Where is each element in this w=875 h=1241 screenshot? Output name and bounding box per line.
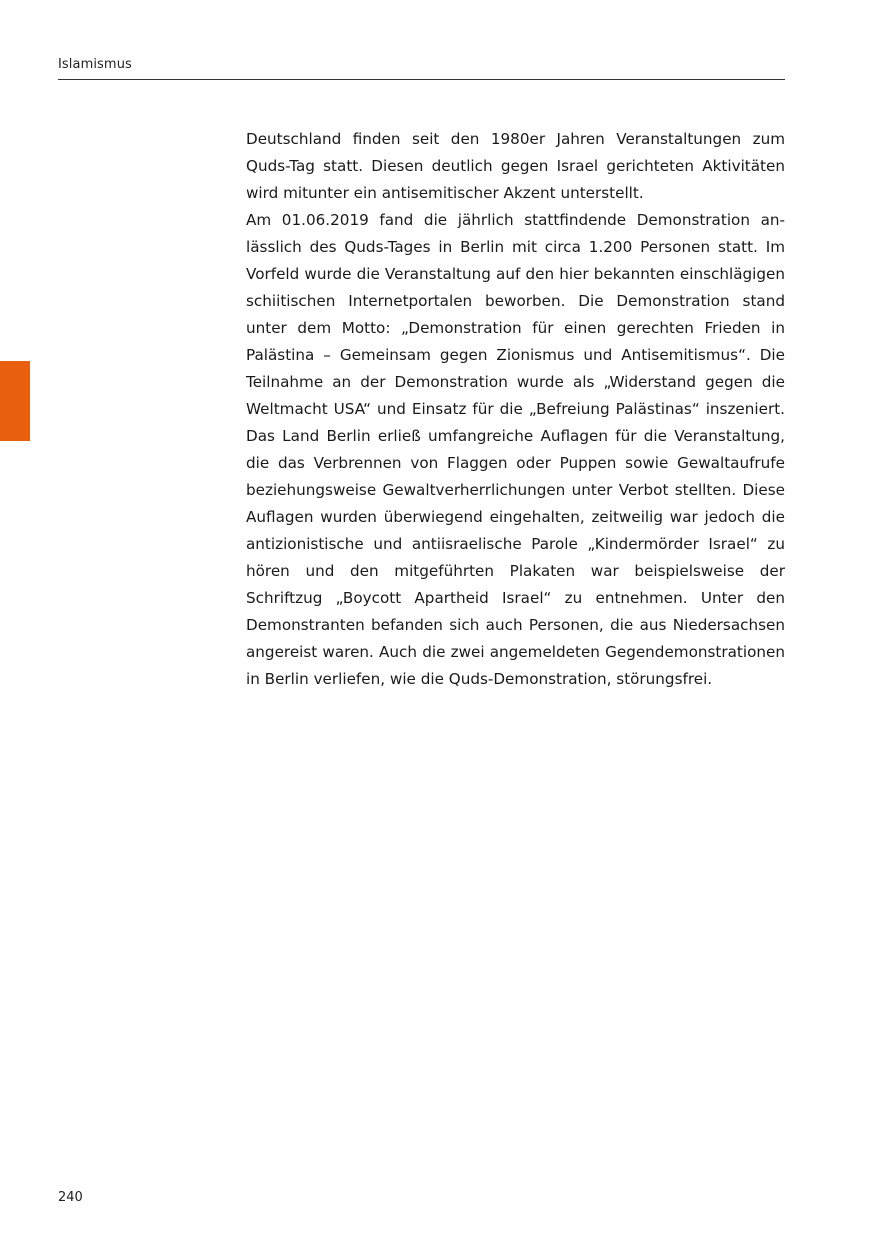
header-rule (58, 79, 785, 80)
section-color-tab (0, 361, 30, 441)
running-header-title: Islamismus (58, 57, 132, 72)
body-text (246, 126, 785, 693)
paragraph-2: Am 01.06.2019 fand die jährlich stattfindende Demonstration anlässlich des Quds-Tages in Berlin mit circa 1.200 Personen statt. Im Vorfeld wurde die Veranstaltung auf den hier bekannten einschlägigen schiitischen Internetportalen beworben. Die Demonstration stand unter dem Motto: „Demonstration für einen gerechten Frieden in Palästina – Gemeinsam gegen Zionismus und Antisemitismus“. Die Teilnahme an der Demonstration wurde als „Widerstand gegen die Weltmacht USA“ und Einsatz für die „Befreiung Palästinas“ inszeniert. Das Land Berlin erließ umfangreiche Auflagen für die Veranstaltung, die das Verbrennen von Flaggen oder Puppen sowie Gewaltaufrufe beziehungsweise Gewaltverherrlichungen unter Verbot stellten. Diese Auflagen wurden überwiegend eingehalten, zeitweilig war jedoch die antizionistische und antiisraelische Parole „Kindermörder Israel“ zu hören und den mitgeführten Plakaten war beispielsweise der Schriftzug „Boycott Apartheid Israel“ zu entnehmen. Unter den Demonstranten befanden sich auch Personen, die aus Niedersachsen angereist waren. Auch die zwei angemeldeten Gegendemonstrationen in Berlin verliefen, wie die Quds-Demonstration, störungsfrei. (246, 211, 785, 688)
paragraph-1: Deutschland finden seit den 1980er Jahren Veranstaltungen zum Quds-Tag statt. Diesen deutlich gegen Israel gerichteten Aktivitäten wird mitunter ein antisemitischer Akzent unterstellt. (246, 130, 785, 202)
page-number: 240 (58, 1190, 83, 1205)
